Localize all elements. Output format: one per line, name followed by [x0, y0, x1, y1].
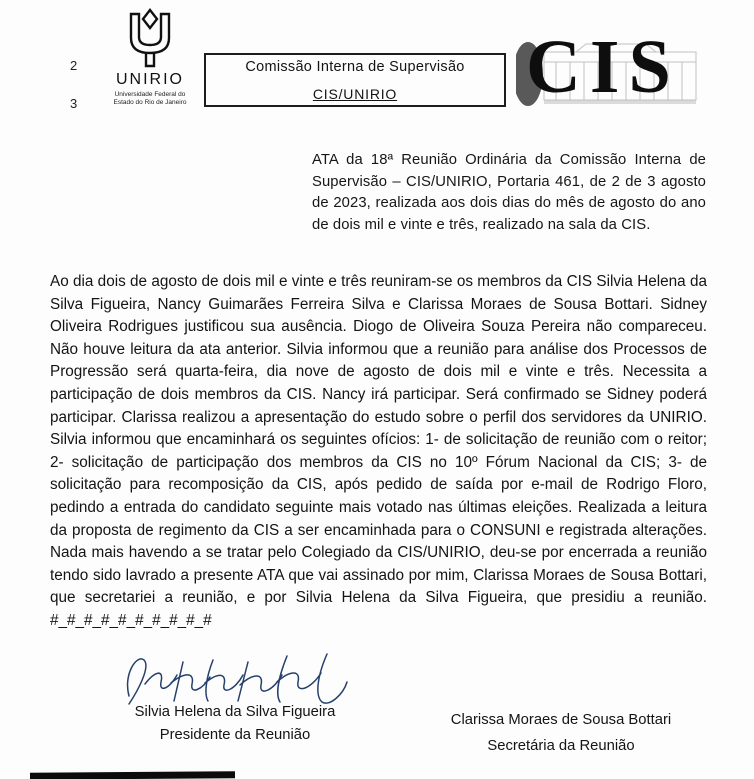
unirio-logo-text: UNIRIO — [116, 71, 184, 88]
margin-number-2: 2 — [70, 58, 78, 73]
signature-right-role: Secretária da Reunião — [487, 738, 635, 754]
margin-number-3: 3 — [70, 96, 78, 111]
signature-right-block — [408, 712, 714, 754]
unirio-logo — [88, 8, 212, 106]
committee-title-box — [204, 53, 506, 107]
committee-name: Comissão Interna de Supervisão — [245, 59, 465, 75]
signature-left-name: Silvia Helena da Silva Figueira — [134, 704, 336, 720]
signature-right-name: Clarissa Moraes de Sousa Bottari — [450, 712, 672, 728]
cis-logo — [516, 22, 704, 114]
ata-body-paragraph: Ao dia dois de agosto de dois mil e vinte e três reuniram-se os membros da CIS Silvia Helena da Silva Figueira, Nancy Guimarães Ferreira Silva e Clarissa Moraes de Sousa Bottari. Sidney Oliveira Rodrigues justificou sua ausência. Diogo de Oliveira Souza Pereira não compareceu. Não houve leitura da ata anterior. Silvia informou que a reunião para análise dos Processos de Progressão será quarta-feira, dia nove de agosto de dois mil e vinte e três. Necessita a participação de dois membros da CIS. Nancy irá participar. Será confirmado se Sidney poderá participar. Clarissa realizou a apresentação do estudo sobre o perfil dos servidores da UNIRIO. Silvia informou que encaminhará os seguintes ofícios: 1- de solicitação de reunião com o reitor; 2- solicitação de participação dos membros da CIS no 10º Fórum Nacional da CIS; 3- de solicitação para recomposição da CIS, após pedido de saída por e-mail de Rodrigo Floro, pedindo a entrada do candidato seguinte mais votado nas últimas eleições. Realizada a leitura da proposta de regimento da CIS a ser encaminhada para o CONSUNI e registrada alterações. Nada mais havendo a se tratar pelo Colegiado da CIS/UNIRIO, deu-se por encerrada a reunião tendo sido lavrado a presente ATA que vai assinado por mim, Clarissa Moraes de Sousa Bottari, que secretariei a reunião, e por Silvia Helena da Silva Figueira, que presidiu a reunião. #_#_#_#_#_#_#_#_#_# — [50, 273, 707, 629]
handwritten-signature-icon — [109, 644, 361, 708]
scan-artifact-line — [30, 771, 235, 779]
committee-abbreviation: CIS/UNIRIO — [312, 86, 398, 102]
signature-left-role: Presidente da Reunião — [159, 727, 311, 743]
unirio-crest-icon — [120, 8, 180, 70]
signature-left-block — [92, 644, 378, 743]
cis-logo-text: CIS — [526, 25, 680, 109]
unirio-logo-subtitle: Universidade Federal do Estado do Rio de Janeiro — [113, 91, 187, 106]
ata-heading-paragraph: ATA da 18ª Reunião Ordinária da Comissão Interna de Supervisão – CIS/UNIRIO, Portaria 461, de 2 de 3 agosto de 2023, realizada aos dois dias do mês de agosto do ano de dois mil e vinte e três, realizado na sala da CIS. — [312, 152, 706, 234]
